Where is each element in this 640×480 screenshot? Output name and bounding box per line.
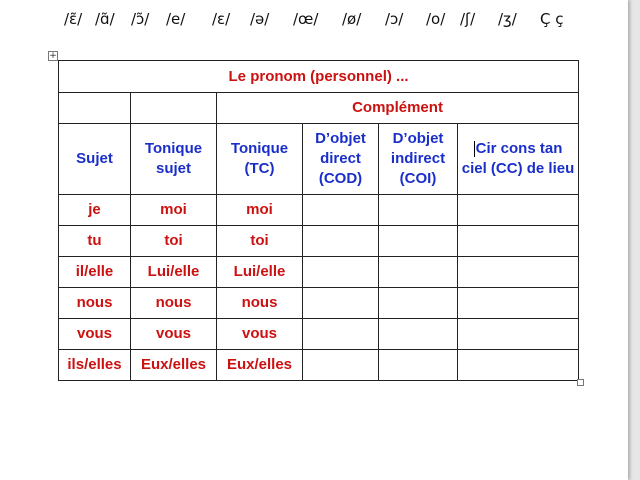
phonetic-symbol: /ʃ/ [460, 10, 476, 28]
cell-cod[interactable] [303, 226, 379, 257]
cell-tonique-tc[interactable]: vous [217, 319, 303, 350]
cell-sujet[interactable]: je [59, 195, 131, 226]
cell-cc[interactable] [458, 319, 579, 350]
cell-tonique-sujet[interactable]: vous [131, 319, 217, 350]
cell-sujet[interactable]: nous [59, 288, 131, 319]
column-header-row [59, 124, 579, 195]
cell-sujet[interactable]: tu [59, 226, 131, 257]
table-row [59, 226, 579, 257]
phonetic-symbol: /e/ [166, 10, 186, 28]
cell-tonique-tc[interactable]: toi [217, 226, 303, 257]
phonetic-symbol: /ø/ [342, 10, 362, 28]
phonetic-symbol: /ɛ̃/ [64, 10, 83, 28]
cell-coi[interactable] [379, 226, 458, 257]
header-cc-label: Cir cons tan ciel (CC) de lieu [461, 140, 575, 177]
pronoun-table [58, 60, 579, 381]
cell-tonique-tc[interactable]: Lui/elle [217, 257, 303, 288]
phonetic-symbol: /ɑ̃/ [95, 10, 115, 28]
complement-header-row [59, 93, 579, 124]
cell-cc[interactable] [458, 350, 579, 381]
phonetic-symbol: Ç ç [540, 10, 564, 28]
cell-coi[interactable] [379, 288, 458, 319]
cell-tonique-sujet[interactable]: nous [131, 288, 217, 319]
table-title[interactable]: Le pronom (personnel) ... [59, 61, 579, 93]
phonetic-symbol: /ɛ/ [212, 10, 231, 28]
cell-coi[interactable] [379, 319, 458, 350]
cell-cod[interactable] [303, 319, 379, 350]
cell-cc[interactable] [458, 226, 579, 257]
cell-tonique-sujet[interactable]: Lui/elle [131, 257, 217, 288]
cell-coi[interactable] [379, 195, 458, 226]
header-coi[interactable]: D’objet indirect (COI) [379, 124, 458, 195]
empty-header-cell[interactable] [59, 93, 131, 124]
header-cod[interactable]: D’objet direct (COD) [303, 124, 379, 195]
empty-header-cell[interactable] [131, 93, 217, 124]
header-tonique-tc[interactable]: Tonique (TC) [217, 124, 303, 195]
table-resize-handle-icon[interactable] [577, 379, 584, 386]
table-title-row [59, 61, 579, 93]
cell-tonique-sujet[interactable]: moi [131, 195, 217, 226]
phonetic-symbol: /ə/ [250, 10, 270, 28]
cell-tonique-tc[interactable]: nous [217, 288, 303, 319]
phonetic-symbol: /ɔ/ [385, 10, 404, 28]
phonetic-symbol: /o/ [426, 10, 446, 28]
cell-cc[interactable] [458, 257, 579, 288]
cell-tonique-sujet[interactable]: Eux/elles [131, 350, 217, 381]
header-sujet[interactable]: Sujet [59, 124, 131, 195]
cell-cc[interactable] [458, 288, 579, 319]
cell-tonique-sujet[interactable]: toi [131, 226, 217, 257]
cell-cod[interactable] [303, 195, 379, 226]
complement-header[interactable]: Complément [217, 93, 579, 124]
phonetic-symbol: /ʒ/ [498, 10, 517, 28]
header-tonique-sujet[interactable]: Tonique sujet [131, 124, 217, 195]
table-row [59, 288, 579, 319]
cell-sujet[interactable]: il/elle [59, 257, 131, 288]
table-row [59, 350, 579, 381]
cell-cod[interactable] [303, 257, 379, 288]
cell-sujet[interactable]: vous [59, 319, 131, 350]
cell-cod[interactable] [303, 288, 379, 319]
table-row [59, 257, 579, 288]
cell-tonique-tc[interactable]: Eux/elles [217, 350, 303, 381]
phonetic-symbol: /ɔ̃/ [131, 10, 150, 28]
header-cc[interactable] [458, 124, 579, 195]
cell-sujet[interactable]: ils/elles [59, 350, 131, 381]
cell-coi[interactable] [379, 350, 458, 381]
cell-cc[interactable] [458, 195, 579, 226]
table-row [59, 195, 579, 226]
text-cursor [474, 141, 475, 157]
table-row [59, 319, 579, 350]
table-move-handle-icon[interactable]: + [49, 51, 57, 61]
phonetic-symbol: /œ/ [293, 10, 319, 28]
phonetic-symbols-line [64, 10, 584, 32]
cell-coi[interactable] [379, 257, 458, 288]
cell-tonique-tc[interactable]: moi [217, 195, 303, 226]
cell-cod[interactable] [303, 350, 379, 381]
